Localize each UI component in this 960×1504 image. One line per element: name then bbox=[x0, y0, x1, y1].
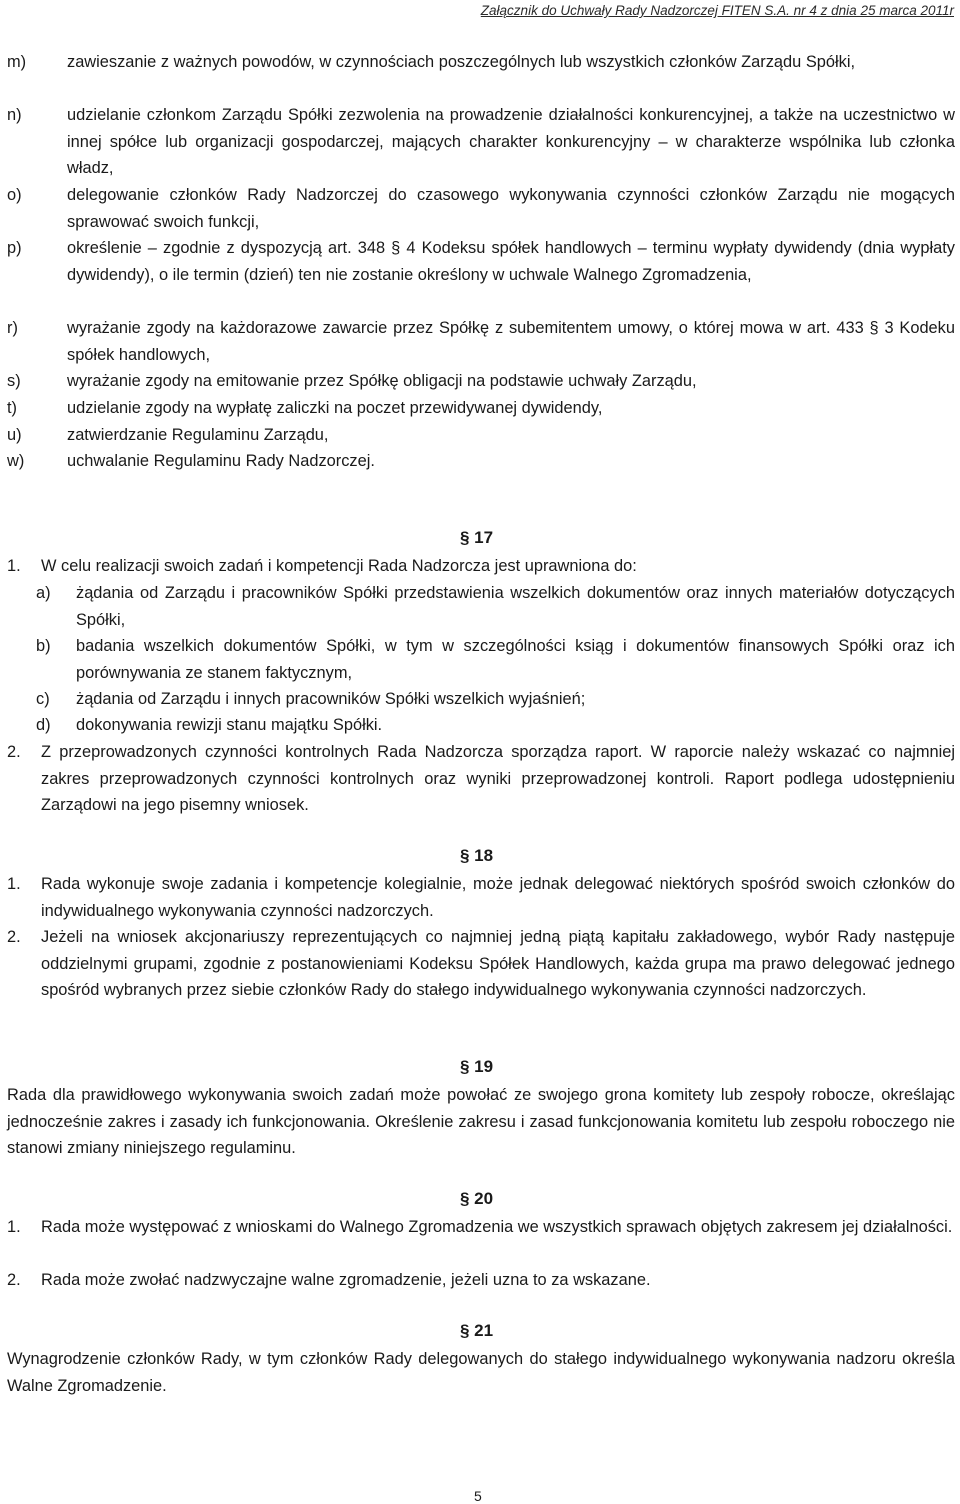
list-item-m bbox=[7, 49, 955, 76]
s17-sub-b bbox=[36, 633, 955, 686]
point-text: Jeżeli na wniosek akcjonariuszy reprezentujących co najmniej jedną piątą kapitału zakładowego, wybór Rady następuje oddzielnymi grupami, zgodnie z postanowieniami Kodeksu Spółek Handlowych, każda grupa ma prawo delegować jednego spośród wybranych przez siebie członków Rady do stałego indywidualnego wykonywania czynności nadzorczych. bbox=[41, 928, 955, 1000]
section-heading-17: § 17 bbox=[460, 528, 494, 547]
section-heading-19: § 19 bbox=[460, 1057, 494, 1076]
s17-sub-a bbox=[36, 580, 955, 633]
s19-text: Rada dla prawidłowego wykonywania swoich zadań może powołać ze swojego grona komitety lub zespoły robocze, określając jednocześnie zakres i zasady ich funkcjonowania. Określenie zakresu i zasad funkcjonowania komitetu lub zespołu roboczego nie stanowi zmiany niniejszego regulaminu. bbox=[7, 1086, 955, 1158]
list-text: wyrażanie zgody na każdorazowe zawarcie przez Spółkę z subemitentem umowy, o której mowa w art. 433 § 3 Kodeku spółek handlowych, bbox=[67, 319, 955, 364]
list-item-u bbox=[7, 422, 955, 449]
list-item-r bbox=[7, 315, 955, 368]
list-label: r) bbox=[7, 319, 18, 337]
list-text: uchwalanie Regulaminu Rady Nadzorczej. bbox=[67, 452, 375, 470]
point-text: W celu realizacji swoich zadań i kompetencji Rada Nadzorcza jest uprawniona do: bbox=[41, 557, 637, 575]
section-heading-20: § 20 bbox=[460, 1189, 494, 1208]
section-heading-18: § 18 bbox=[460, 846, 494, 865]
sub-text: żądania od Zarządu i innych pracowników Spółki wszelkich wyjaśnień; bbox=[76, 690, 586, 708]
sub-text: dokonywania rewizji stanu majątku Spółki. bbox=[76, 716, 383, 734]
list-text: wyrażanie zgody na emitowanie przez Spółkę obligacji na podstawie uchwały Zarządu, bbox=[67, 372, 697, 390]
list-text: udzielanie zgody na wypłatę zaliczki na poczet przewidywanej dywidendy, bbox=[67, 399, 603, 417]
sub-text: badania wszelkich dokumentów Spółki, w tym w szczególności ksiąg i dokumentów finansowych Spółki oraz ich porównywania ze stanem faktycznym, bbox=[76, 637, 955, 682]
list-label: p) bbox=[7, 239, 22, 257]
section-heading-21: § 21 bbox=[460, 1321, 494, 1340]
list-label: m) bbox=[7, 53, 27, 71]
point-text: Z przeprowadzonych czynności kontrolnych Rada Nadzorcza sporządza raport. W raporcie należy wskazać co najmniej zakres przeprowadzonych czynności kontrolnych oraz wyniki przeprowadzonej kontroli. Raport podlega udostępnieniu Zarządowi na jego pisemny wniosek. bbox=[41, 743, 955, 815]
s18-point-2 bbox=[7, 924, 955, 1004]
list-text: delegowanie członków Rady Nadzorczej do czasowego wykonywania czynności członków Zarządu nie mogących sprawować swoich funkcji, bbox=[67, 186, 955, 231]
page-header: Załącznik do Uchwały Rady Nadzorczej FITEN S.A. nr 4 z dnia 25 marca 2011r bbox=[480, 3, 954, 18]
list-text: udzielanie członkom Zarządu Spółki zezwolenia na prowadzenie działalności konkurencyjnej, a także na uczestnictwo w innej spółce lub organizacji gospodarczej, mających charakter konkurencyjny – w charakterze wspólnika lub członka władz, bbox=[67, 106, 955, 178]
s18-point-1 bbox=[7, 871, 955, 924]
point-label: 2. bbox=[7, 743, 21, 761]
point-label: 1. bbox=[7, 875, 21, 893]
list-label: w) bbox=[7, 452, 25, 470]
s17-point-1 bbox=[7, 553, 955, 580]
s21-text: Wynagrodzenie członków Rady, w tym członków Rady delegowanych do stałego indywidualnego wykonywania nadzoru określa Walne Zgromadzenie. bbox=[7, 1350, 955, 1395]
s17-sub-c bbox=[36, 686, 955, 713]
list-item-n bbox=[7, 102, 955, 182]
list-text: zawieszanie z ważnych powodów, w czynnościach poszczególnych lub wszystkich członków Zarządu Spółki, bbox=[67, 53, 856, 71]
s20-point-2 bbox=[7, 1267, 955, 1294]
point-label: 1. bbox=[7, 1218, 21, 1236]
list-label: t) bbox=[7, 399, 18, 417]
sub-label: d) bbox=[36, 716, 51, 734]
point-label: 1. bbox=[7, 557, 21, 575]
list-item-o bbox=[7, 182, 955, 235]
list-label: o) bbox=[7, 186, 22, 204]
list-text: zatwierdzanie Regulaminu Zarządu, bbox=[67, 426, 329, 444]
sub-label: b) bbox=[36, 637, 51, 655]
point-text: Rada może występować z wnioskami do Walnego Zgromadzenia we wszystkich sprawach objętych zakresem jej działalności. bbox=[41, 1218, 953, 1236]
point-text: Rada wykonuje swoje zadania i kompetencje kolegialnie, może jednak delegować niektórych spośród swoich członków do indywidualnego wykonywania czynności nadzorczych. bbox=[41, 875, 955, 920]
list-item-s bbox=[7, 368, 955, 395]
list-item-t bbox=[7, 395, 955, 422]
point-label: 2. bbox=[7, 928, 21, 946]
point-label: 2. bbox=[7, 1271, 21, 1289]
s20-point-1 bbox=[7, 1214, 955, 1241]
list-label: n) bbox=[7, 106, 22, 124]
sub-label: c) bbox=[36, 690, 50, 708]
list-item-p bbox=[7, 235, 955, 288]
list-text: określenie – zgodnie z dyspozycją art. 348 § 4 Kodeksu spółek handlowych – terminu wypłaty dywidendy (dnia wypłaty dywidendy), o ile termin (dzień) ten nie zostanie określony w uchwale Walnego Zgromadzenia, bbox=[67, 239, 955, 284]
s17-sub-d bbox=[36, 712, 955, 739]
list-label: u) bbox=[7, 426, 22, 444]
point-text: Rada może zwołać nadzwyczajne walne zgromadzenie, jeżeli uzna to za wskazane. bbox=[41, 1271, 651, 1289]
sub-label: a) bbox=[36, 584, 51, 602]
sub-text: żądania od Zarządu i pracowników Spółki przedstawienia wszelkich dokumentów oraz innych materiałów dotyczących Spółki, bbox=[76, 584, 955, 629]
list-label: s) bbox=[7, 372, 21, 390]
s17-point-2 bbox=[7, 739, 955, 819]
list-item-w bbox=[7, 448, 955, 475]
page-number: 5 bbox=[474, 1488, 482, 1504]
